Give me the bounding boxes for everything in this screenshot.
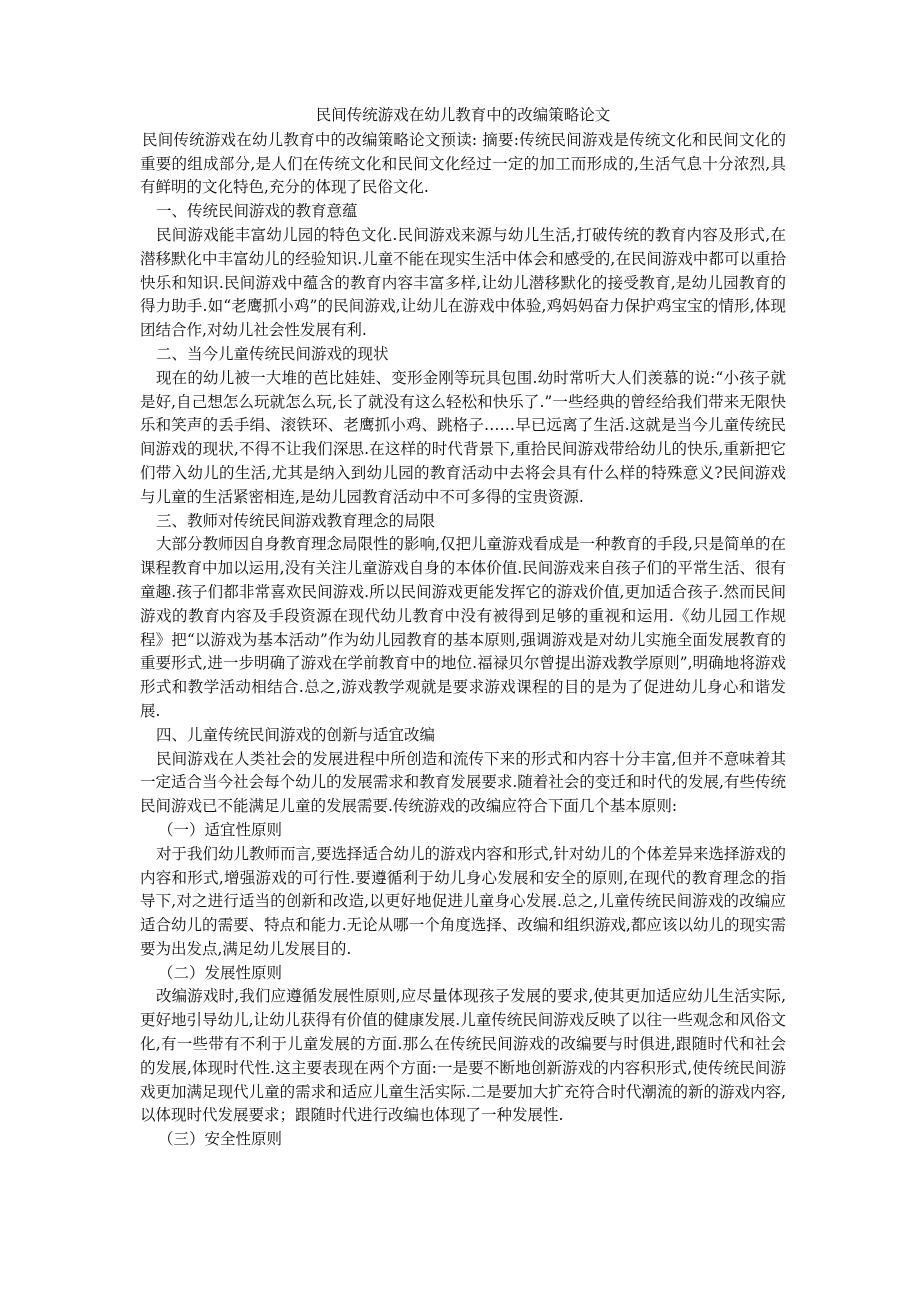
subsection-heading-1: （一）适宜性原则 — [158, 820, 283, 839]
document-page — [140, 104, 786, 1152]
section-body-4: 民间游戏在人类社会的发展进程中所创造和流传下来的形式和内容十分丰富,但并不意味着其一定适合当今社会每个幼儿的发展需求和教育发展要求.随着社会的变迁和时代的发展,有些传统民间游戏已不能满足儿童的发展需要.传统游戏的改编应符合下面几个基本原则: — [140, 749, 786, 816]
section-heading-4: 四、儿童传统民间游戏的创新与适宜改编 — [156, 725, 436, 744]
section-heading-3: 三、教师对传统民间游戏教育理念的局限 — [156, 511, 436, 530]
document-title: 民间传统游戏在幼儿教育中的改编策略论文 — [315, 106, 611, 124]
abstract-paragraph: 民间传统游戏在幼儿教育中的改编策略论文预读: 摘要:传统民间游戏是传统文化和民间文化的重要的组成部分,是人们在传统文化和民间文化经过一定的加工而形成的,生活气息十分浓烈,具有鲜明的文化特色,充分的体现了民俗文化. — [140, 130, 786, 197]
subsection-body-2: 改编游戏时,我们应遵循发展性原则,应尽量体现孩子发展的要求,使其更加适应幼儿生活实际,更好地引导幼儿,让幼儿获得有价值的健康发展.儿童传统民间游戏反映了以往一些观念和风俗文化,有一些带有不利于儿童发展的方面.那么在传统民间游戏的改编要与时俱进,跟随时代和社会的发展,体现时代性.这主要表现在两个方面:一是要不断地创新游戏的内容积形式,使传统民间游戏更加满足现代儿童的需求和适应儿童生活实际.二是要加大扩充符合时代潮流的新的游戏内容,以体现时代发展要求；跟随时代进行改编也体现了一种发展性. — [140, 987, 786, 1125]
subsection-body-1: 对于我们幼儿教师而言,要选择适合幼儿的游戏内容和形式,针对幼儿的个体差异来选择游戏的内容和形式,增强游戏的可行性.要遵循利于幼儿身心发展和安全的原则,在现代的教育理念的指导下,对之进行适当的创新和改造,以更好地促进儿童身心发展.总之,儿童传统民间游戏的改编应适合幼儿的需要、特点和能力.无论从哪一个角度选择、改编和组织游戏,都应该以幼儿的现实需要为出发点,满足幼儿发展目的. — [140, 844, 786, 958]
section-body-3: 大部分教师因自身教育理念局限性的影响,仅把儿童游戏看成是一种教育的手段,只是简单的在课程教育中加以运用,没有关注儿童游戏自身的本体价值.民间游戏来自孩子们的平常生活、很有童趣.孩子们都非常喜欢民间游戏.所以民间游戏更能发挥它的游戏价值,更加适合孩子.然而民间游戏的教育内容及手段资源在现代幼儿教育中没有被得到足够的重视和运用.《幼儿园工作规程》把“以游戏为基本活动”作为幼儿园教育的基本原则,强调游戏是对幼儿实施全面发展教育的重要形式,进一步明确了游戏在学前教育中的地位.福禄贝尔曾提出游戏教学原则”,明确地将游戏形式和教学活动相结合.总之,游戏教学观就是要求游戏课程的目的是为了促进幼儿身心和谐发展. — [140, 535, 786, 720]
section-heading-2: 二、当今儿童传统民间游戏的现状 — [156, 344, 389, 363]
section-heading-1: 一、传统民间游戏的教育意蕴 — [156, 202, 358, 221]
subsection-heading-2: （二）发展性原则 — [158, 963, 283, 982]
section-body-2: 现在的幼儿被一大堆的芭比娃娃、变形金刚等玩具包围.幼时常听大人们羡慕的说:“小孩子就是好,自己想怎么玩就怎么玩,长了就没有这么轻松和快乐了.”一些经典的曾经给我们带来无限快乐和笑声的丢手绢、滚铁环、老鹰抓小鸡、跳格子……早已远离了生活.这就是当今儿童传统民间游戏的现状,不得不让我们深思.在这样的时代背景下,重拾民间游戏带给幼儿的快乐,重新把它们带入幼儿的生活,尤其是纳入到幼儿园的教育活动中去将会具有什么样的特殊意义?民间游戏与儿童的生活紧密相连,是幼儿园教育活动中不可多得的宝贵资源. — [140, 368, 786, 506]
section-body-1: 民间游戏能丰富幼儿园的特色文化.民间游戏来源与幼儿生活,打破传统的教育内容及形式,在潜移默化中丰富幼儿的经验知识.儿童不能在现实生活中体会和感受的,在民间游戏中都可以重拾快乐和知识.民间游戏中蕴含的教育内容丰富多样,让幼儿潜移默化的接受教育,是幼儿园教育的得力助手.如“老鹰抓小鸡”的民间游戏,让幼儿在游戏中体验,鸡妈妈奋力保护鸡宝宝的情形,体现团结合作,对幼儿社会性发展有利. — [140, 225, 786, 340]
subsection-heading-3: （三）安全性原则 — [158, 1130, 283, 1149]
